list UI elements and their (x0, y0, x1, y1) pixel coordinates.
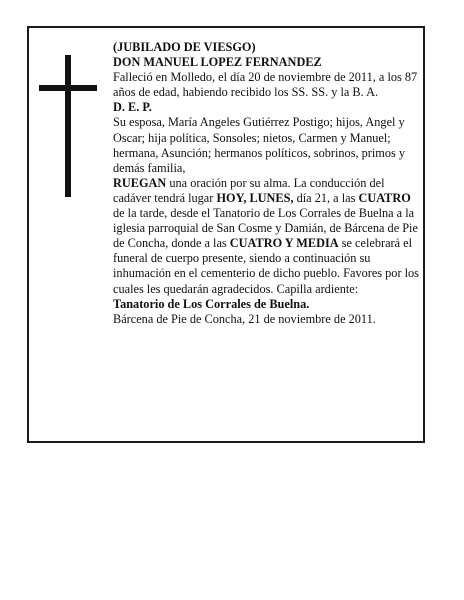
funeral-details (113, 176, 425, 297)
obituary-notice (27, 26, 425, 443)
cross-horizontal-bar (39, 85, 97, 91)
hoy-lunes: HOY, LUNES, (216, 190, 294, 205)
family-list: Su esposa, María Angeles Gutiérrez Postigo; hijos, Angel y Oscar; hija política, Sonsoles; nietos, Carmen y Manuel; hermana, Asunción; hermanos políticos, sobrinos, primos y demás familia, (113, 115, 406, 175)
dep-label: D. E. P. (113, 100, 152, 115)
notice-header: (JUBILADO DE VIESGO) (113, 40, 256, 54)
tanatorio: Tanatorio de Los Corrales de Buelna. (113, 296, 310, 311)
cross-vertical-bar (65, 55, 71, 197)
notice-text (113, 40, 425, 327)
funeral-text-2: día 21, a las (293, 190, 359, 205)
cuatro: CUATRO (358, 190, 411, 205)
cuatro-y-media: CUATRO Y MEDIA (229, 236, 339, 251)
ruegan-label: RUEGAN (113, 175, 167, 190)
funeral-text-3: de la tarde, desde el Tanatorio de Los Corrales de Buelna a la iglesia parroquial de San Cosme y Damián, de Bárcena de Pie de Concha, donde a las (113, 206, 418, 251)
funeral-text-4: se celebrará el funeral de cuerpo presente, siendo a continuación su inhumación en el cementerio de dicho pueblo. Favores por los cuales les quedarán agradecidos. Capilla ardiente: (113, 236, 419, 296)
funeral-text-1: una oración por su alma. La conducción del cadáver tendrá lugar (113, 175, 385, 205)
deceased-name: DON MANUEL LOPEZ FERNANDEZ (113, 55, 322, 70)
death-info: Falleció en Molledo, el día 20 de noviembre de 2011, a los 87 años de edad, habiendo recibido los SS. SS. y la B. A. (113, 70, 418, 100)
dateline: Bárcena de Pie de Concha, 21 de noviembre de 2011. (113, 311, 376, 326)
